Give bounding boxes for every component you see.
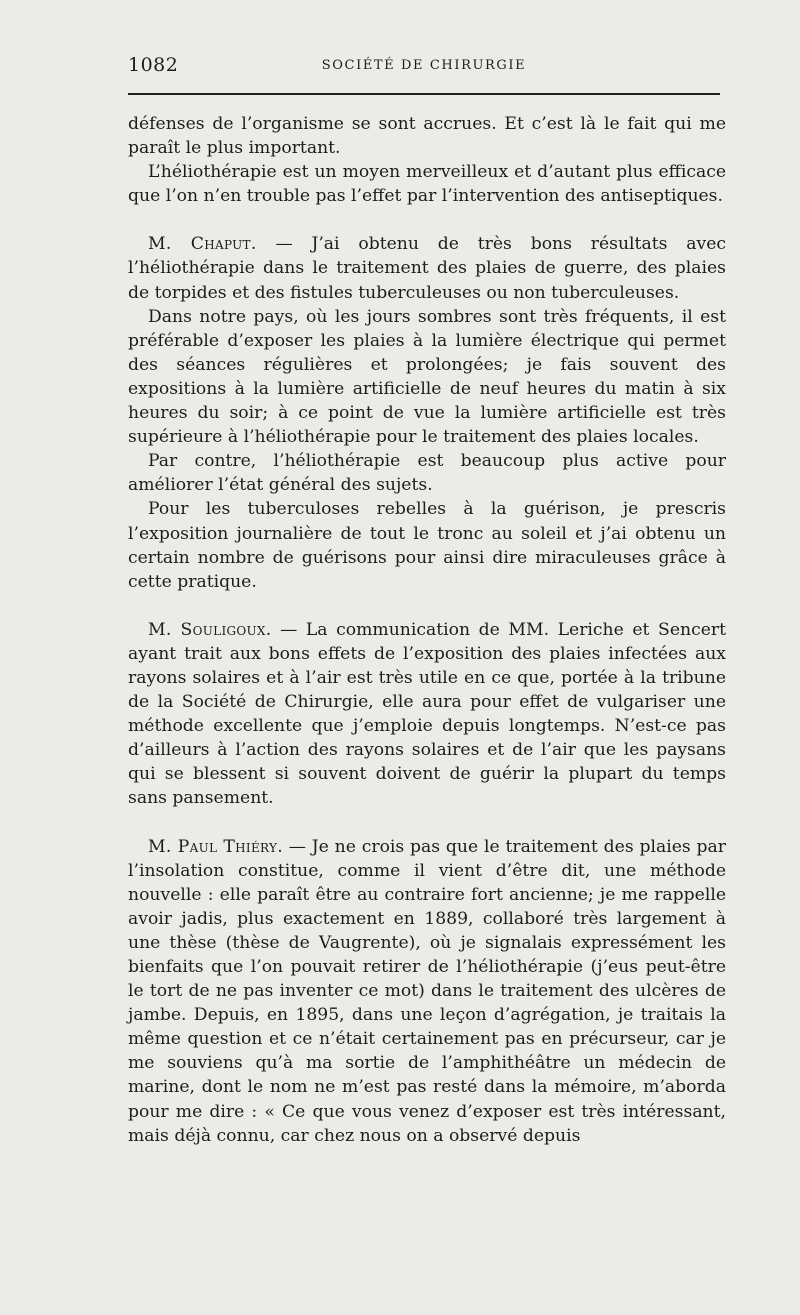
paragraph: défenses de l’organisme se sont accrues. Et c’est là le fait qui me paraît le plus important.	[128, 114, 726, 159]
paragraph: Pour les tuberculoses rebelles à la guérison, je prescris l’exposition journalière de tout le tronc au soleil et j’ai obtenu un certain nombre de guérisons pour ainsi dire miraculeuses grâce à cette pratique.	[128, 499, 726, 592]
paragraph-thiery: M. Paul Thiéry. — Je ne crois pas que le traitement des plaies par l’insolation constitue, comme il vient d’être dit, une méthode nouvelle : elle paraît être au contraire fort ancienne; je me rappelle avoir jadis, plus exactement en 1889, collaboré très largement à une thèse (thèse de Vaugrente), où je signalais expressément les bienfaits que l’on pouvait retirer de l’héliothérapie (j’eus peut-être le tort de ne pas inventer ce mot) dans le traitement des ulcères de jambe. Depuis, en 1895, dans une leçon d’agrégation, je traitais la même question et ce n’était certainement pas en précurseur, car je me souviens qu’à ma sortie de l’amphithéâtre un médecin de marine, dont le nom ne m’est pas resté dans la mémoire, m’aborda pour me dire : « Ce que vous venez d’exposer est très intéressant, mais déjà connu, car chez nous on a observé depuis	[128, 836, 726, 1146]
paragraph-souligoux: M. Souligoux. — La communication de MM. Leriche et Sencert ayant trait aux bons effets de l’exposition des plaies infectées aux rayons solaires et à l’air est très utile en ce que, portée à la tribune de la Société de Chirurgie, elle aura pour effet de vulgariser une méthode excellente que j’emploie depuis longtemps. N’est-ce pas d’ailleurs à l’action des rayons solaires et de l’air que les paysans qui se blessent si souvent doivent de guérir la plupart du temps sans pansement.	[128, 619, 726, 809]
paragraph: L’héliothérapie est un moyen merveilleux et d’autant plus efficace que l’on n’en trouble pas l’effet par l’intervention des antiseptiques.	[128, 162, 726, 207]
paragraph: Par contre, l’héliothérapie est beaucoup plus active pour améliorer l’état général des sujets.	[128, 451, 726, 496]
page-body	[128, 112, 726, 1148]
page-header	[128, 54, 720, 80]
header-rule	[128, 93, 720, 95]
page-number: 1082	[128, 54, 179, 76]
speaker-name: M. Souligoux.	[148, 619, 272, 640]
speaker-name: M. Paul Thiéry.	[148, 836, 283, 857]
speaker-name: M. Chaput.	[148, 234, 257, 255]
paragraph: Dans notre pays, où les jours sombres sont très fréquents, il est préférable d’exposer les plaies à la lumière électrique qui permet des séances régulières et prolongées; je fais souvent des expositions à la lumière artificielle de neuf heures du matin à six heures du soir; à ce point de vue la lumière artificielle est très supérieure à l’héliothérapie pour le traitement des plaies locales.	[128, 306, 726, 448]
paragraph-chaput: M. Chaput. — J’ai obtenu de très bons résultats avec l’héliothérapie dans le traitement des plaies de guerre, des plaies de torpides et des fistules tuberculeuses ou non tuberculeuses.	[128, 234, 726, 303]
running-head: SOCIÉTÉ DE CHIRURGIE	[321, 58, 527, 73]
